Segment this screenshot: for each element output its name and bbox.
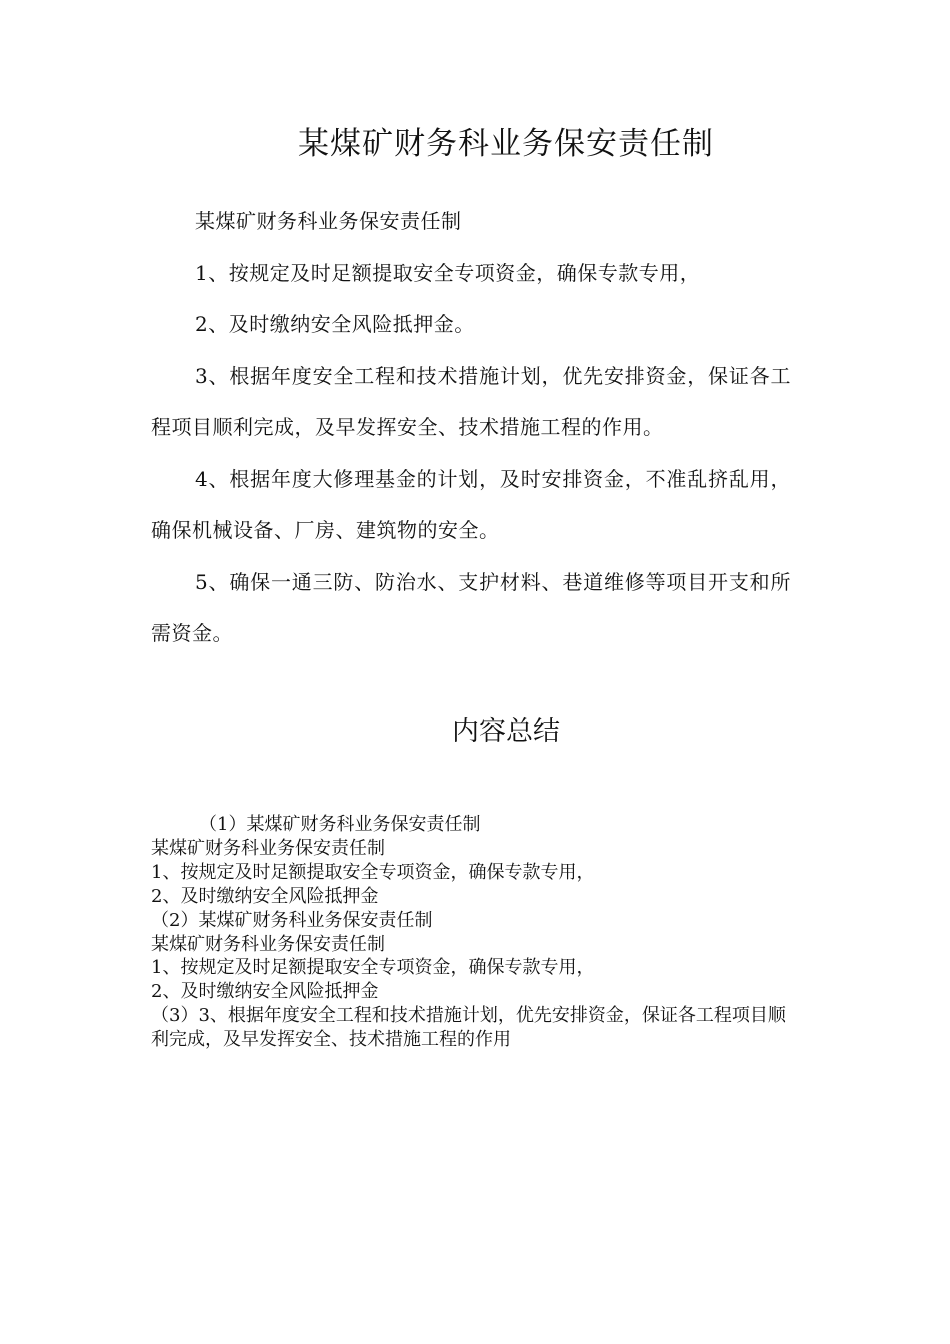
paragraph-item-4: 4、根据年度大修理基金的计划，及时安排资金，不准乱挤乱用，确保机械设备、厂房、建筑物的安全。	[151, 466, 791, 542]
paragraph-heading: 某煤矿财务科业务保安责任制	[195, 209, 462, 233]
paragraph-item-1: 1、按规定及时足额提取安全专项资金，确保专款专用，	[195, 260, 701, 285]
summary-line: 某煤矿财务科业务保安责任制	[151, 837, 385, 859]
summary-line: （3）3、根据年度安全工程和技术措施计划，优先安排资金，保证各工程项目顺利完成，及早发挥安全、技术措施工程的作用	[151, 1005, 786, 1051]
summary-line: （2）某煤矿财务科业务保安责任制	[151, 909, 433, 931]
summary-body	[151, 813, 801, 1052]
paragraph-item-2: 2、及时缴纳安全风险抵押金。	[195, 312, 475, 336]
document-body	[151, 196, 791, 660]
paragraph-item-5: 5、确保一通三防、防治水、支护材料、巷道维修等项目开支和所需资金。	[151, 569, 791, 645]
summary-line: 1、按规定及时足额提取安全专项资金，确保专款专用，	[151, 861, 595, 883]
summary-line: （1）某煤矿财务科业务保安责任制	[199, 814, 481, 835]
summary-heading: 内容总结	[452, 716, 560, 747]
summary-line: 2、及时缴纳安全风险抵押金	[151, 885, 379, 907]
summary-line: 1、按规定及时足额提取安全专项资金，确保专款专用，	[151, 957, 595, 979]
summary-line: 2、及时缴纳安全风险抵押金	[151, 981, 379, 1003]
paragraph-item-3: 3、根据年度安全工程和技术措施计划，优先安排资金，保证各工程项目顺利完成，及早发挥安全、技术措施工程的作用。	[151, 363, 791, 439]
summary-line: 某煤矿财务科业务保安责任制	[151, 933, 385, 955]
document-title: 某煤矿财务科业务保安责任制	[298, 126, 714, 162]
